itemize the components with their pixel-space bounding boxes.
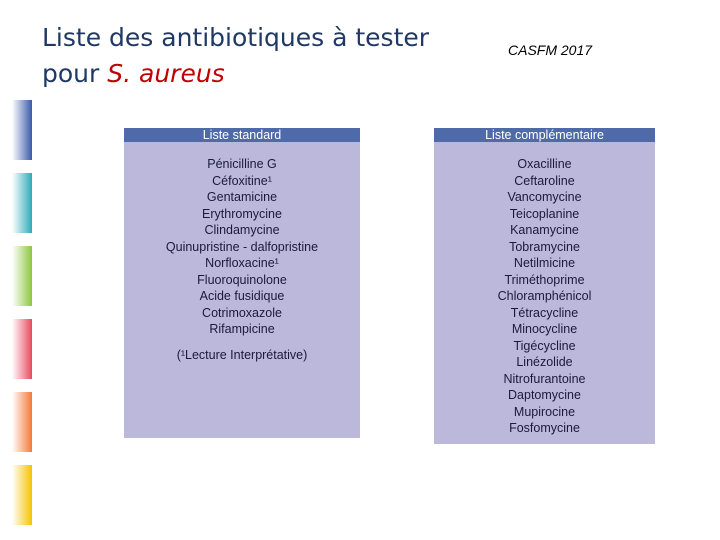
decorative-bar [12, 173, 32, 233]
antibiotic-item: Linézolide [516, 355, 573, 369]
antibiotic-item: Teicoplanine [509, 206, 580, 221]
antibiotic-item: Cotrimoxazole [202, 305, 282, 320]
decorative-bar [12, 392, 32, 452]
antibiotic-item: Gentamicine [206, 190, 278, 204]
source-label: CASFM 2017 [508, 42, 593, 58]
complementary-list [434, 156, 655, 437]
decorative-bar [12, 246, 32, 306]
antibiotic-item: Acide fusidique [199, 289, 285, 303]
antibiotic-item: Minocycline [511, 322, 578, 336]
antibiotic-item: Fosfomycine [509, 421, 580, 435]
antibiotic-item: Pénicilline G [207, 157, 277, 171]
title-line-1: Liste des antibiotiques à tester [42, 23, 430, 52]
standard-list-panel [124, 128, 360, 438]
antibiotic-item: Chloramphénicol [497, 289, 592, 303]
standard-footnote: (¹Lecture Interprétative) [176, 347, 308, 362]
title-prefix: pour [42, 59, 108, 88]
antibiotic-item: Tétracycline [510, 305, 579, 320]
antibiotic-item: Daptomycine [508, 388, 581, 402]
antibiotic-item: Tobramycine [509, 239, 580, 254]
antibiotic-item: Quinupristine - dalfopristine [165, 239, 319, 254]
complementary-list-panel [434, 128, 655, 444]
antibiotic-item: Rifampicine [209, 322, 275, 336]
antibiotic-item: Netilmicine [513, 256, 576, 270]
slide-title [42, 20, 482, 92]
antibiotic-item: Ceftaroline [514, 173, 575, 188]
decorative-bar [12, 100, 32, 160]
antibiotic-item: Oxacilline [517, 157, 572, 171]
antibiotic-item: Erythromycine [202, 206, 282, 221]
antibiotic-item: Clindamycine [204, 223, 280, 237]
antibiotic-item: Kanamycine [510, 223, 579, 237]
antibiotic-item: Fluoroquinolone [197, 272, 287, 287]
title-line-2 [42, 56, 482, 92]
antibiotic-item: Vancomycine [507, 190, 582, 204]
standard-list [124, 156, 360, 338]
antibiotic-item: Triméthoprime [504, 272, 585, 287]
decorative-bar [12, 319, 32, 379]
antibiotic-item: Céfoxitine¹ [212, 173, 272, 188]
antibiotic-item: Nitrofurantoine [503, 371, 586, 386]
antibiotic-item: Mupirocine [513, 404, 576, 419]
title-species: S. aureus [107, 59, 225, 88]
antibiotic-item: Norfloxacine¹ [205, 256, 279, 270]
standard-list-header: Liste standard [124, 128, 360, 142]
complementary-list-header: Liste complémentaire [434, 128, 655, 142]
antibiotic-item: Tigécycline [513, 338, 576, 353]
decorative-bar [12, 465, 32, 525]
